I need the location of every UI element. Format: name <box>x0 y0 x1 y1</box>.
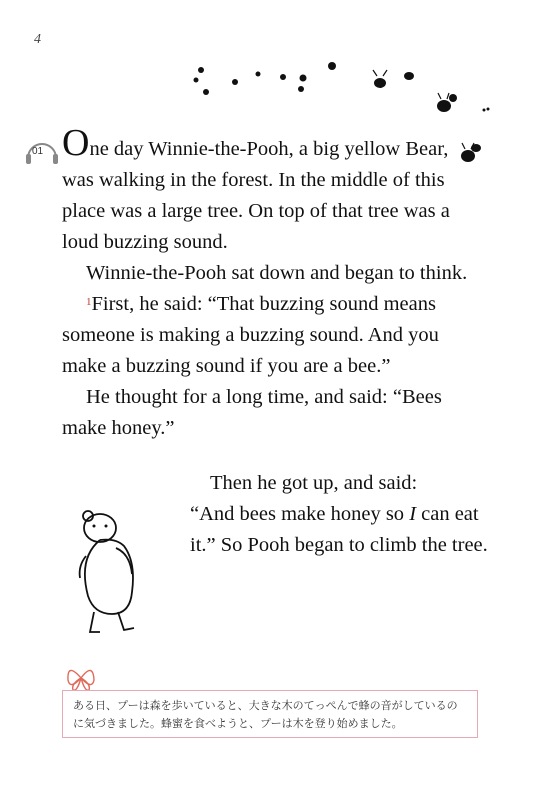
japanese-translation-text: ある日、プーは森を歩いていると、大きな木のてっぺんで蜂の音がしているのに気づきました。蜂蜜を食べようと、プーは木を登り始めました。 <box>73 699 458 730</box>
paragraph-3 <box>62 289 482 382</box>
emphasis-i: I <box>409 503 417 525</box>
paragraph-5-line-1: Then he got up, and said: <box>210 472 418 494</box>
paragraph-1 <box>62 122 482 258</box>
paragraph-2: Winnie-the-Pooh sat down and began to think. <box>86 262 468 284</box>
paragraph-1-text: ne day Winnie-the-Pooh, a big yellow Bear, was walking in the forest. In the middle of this place was a large tree. On top of that tree was a loud buzzing sound. <box>62 138 450 253</box>
japanese-translation-box <box>62 690 478 738</box>
page-number: 4 <box>34 32 41 47</box>
audio-track-number: 01 <box>32 146 44 157</box>
audio-track-badge[interactable] <box>24 138 60 168</box>
story-text <box>62 122 482 444</box>
drop-cap: O <box>62 122 90 164</box>
butterfly-icon <box>66 664 96 692</box>
paragraph-3-text: First, he said: “That buzzing sound means someone is making a buzzing sound. And you make a buzzing sound if you are a bee.” <box>62 293 439 377</box>
footnote-marker[interactable]: 1 <box>86 296 92 308</box>
paragraph-5-text: “And bees make honey so I can eat it.” So Pooh began to climb the tree. <box>190 503 488 556</box>
paragraph-4: He thought for a long time, and said: “Bees make honey.” <box>62 386 442 439</box>
paragraph-5 <box>190 468 490 561</box>
pooh-illustration <box>64 508 154 636</box>
